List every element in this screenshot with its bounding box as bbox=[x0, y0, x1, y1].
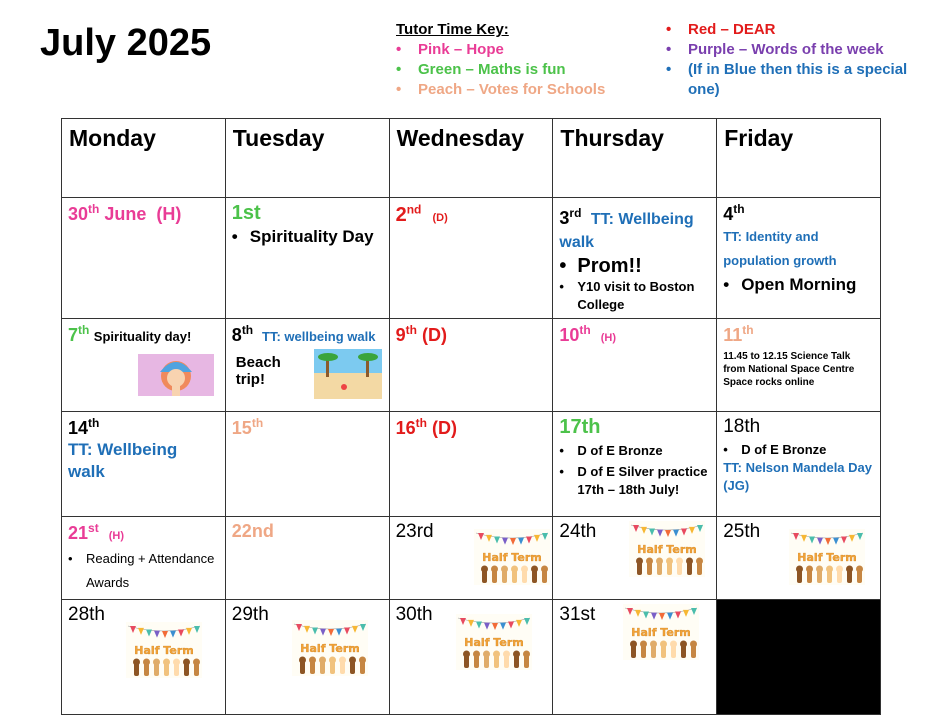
date-label: 15th bbox=[231, 416, 264, 438]
date-label: 9th (D) bbox=[395, 323, 447, 345]
date-label: 25th bbox=[723, 521, 761, 542]
half-term-label: Half Term bbox=[481, 551, 542, 564]
event-text: Spirituality day! bbox=[93, 329, 192, 344]
date-label: 22nd bbox=[231, 521, 274, 541]
day-cell bbox=[717, 319, 881, 412]
date-label: 14th bbox=[68, 416, 100, 438]
day-cell bbox=[717, 198, 881, 319]
date-label: 23rd bbox=[395, 521, 434, 542]
half-term-label: Half Term bbox=[631, 626, 692, 639]
key-item-green: • Green – Maths is fun bbox=[396, 61, 566, 78]
day-cell bbox=[553, 198, 717, 319]
tutor-time-note: TT: Wellbeing walk bbox=[68, 440, 178, 481]
date-label: 21st (H) bbox=[68, 521, 124, 543]
day-cell bbox=[553, 600, 717, 715]
tutor-time-note: TT: Nelson Mandela Day (JG) bbox=[723, 460, 872, 493]
date-label: 4th bbox=[723, 202, 745, 224]
date-label: 3rd bbox=[559, 206, 582, 228]
week-row bbox=[62, 319, 881, 412]
date-label: 28th bbox=[68, 604, 105, 625]
key-item-blue: • (If in Blue then this is a special one) bbox=[666, 61, 908, 98]
event-item: • D of E Silver practice 17th – 18th July! bbox=[559, 464, 708, 497]
weekday-monday: Monday bbox=[62, 119, 226, 198]
day-cell bbox=[62, 198, 226, 319]
half-term-label: Half Term bbox=[300, 642, 360, 655]
half-term-image bbox=[474, 529, 550, 585]
page-title: July 2025 bbox=[40, 22, 212, 64]
day-cell bbox=[389, 412, 553, 517]
beach-image bbox=[314, 349, 382, 399]
event-item: • Prom!! bbox=[559, 255, 642, 277]
day-cell bbox=[717, 412, 881, 517]
empty-day-cell bbox=[717, 600, 881, 715]
day-cell bbox=[62, 517, 226, 600]
day-cell bbox=[389, 319, 553, 412]
date-label: 2nd (D) bbox=[395, 202, 448, 226]
event-item: • D of E Bronze bbox=[559, 443, 663, 458]
event-item: • Y10 visit to Boston College bbox=[559, 279, 695, 312]
day-cell bbox=[225, 198, 389, 319]
date-label: 18th bbox=[723, 416, 761, 437]
date-label: 17th bbox=[559, 416, 601, 438]
day-cell bbox=[62, 412, 226, 517]
half-term-label: Half Term bbox=[463, 636, 524, 649]
weekday-header-row bbox=[62, 119, 881, 198]
day-cell bbox=[553, 517, 717, 600]
date-label: 24th bbox=[559, 521, 597, 542]
tutor-time-note: TT: wellbeing walk bbox=[262, 329, 376, 344]
key-item-pink: • Pink – Hope bbox=[396, 41, 504, 58]
weekday-thursday: Thursday bbox=[553, 119, 717, 198]
half-term-image bbox=[126, 622, 202, 678]
key-item-purple: • Purple – Words of the week bbox=[666, 41, 884, 58]
half-term-image bbox=[623, 604, 699, 660]
day-cell bbox=[389, 600, 553, 715]
date-label: 30th June (H) bbox=[68, 202, 182, 224]
event-item: • Open Morning bbox=[723, 275, 857, 294]
date-label: 11th bbox=[723, 323, 754, 345]
half-term-label: Half Term bbox=[134, 644, 194, 657]
key-title: Tutor Time Key: bbox=[396, 21, 509, 38]
key-item-peach: • Peach – Votes for Schools bbox=[396, 81, 606, 98]
weekday-tuesday: Tuesday bbox=[225, 119, 389, 198]
key-item-red: • Red – DEAR bbox=[666, 21, 776, 38]
tutor-time-note: TT: Identity and population growth bbox=[723, 229, 837, 268]
day-cell bbox=[225, 412, 389, 517]
event-item: • D of E Bronze bbox=[723, 442, 827, 457]
week-row bbox=[62, 517, 881, 600]
half-term-label: Half Term bbox=[797, 551, 857, 564]
week-row bbox=[62, 198, 881, 319]
day-cell bbox=[225, 517, 389, 600]
day-cell bbox=[553, 319, 717, 412]
half-term-image bbox=[292, 620, 368, 676]
date-label: 1st bbox=[231, 202, 261, 224]
tutor-time-note: TT: Wellbeing walk bbox=[559, 211, 694, 251]
day-cell bbox=[389, 198, 553, 319]
week-row bbox=[62, 600, 881, 715]
day-cell bbox=[225, 600, 389, 715]
half-term-image bbox=[789, 529, 865, 585]
day-cell bbox=[553, 412, 717, 517]
event-item: • Spirituality Day bbox=[231, 227, 374, 246]
event-item: • Reading + Attendance Awards bbox=[68, 551, 215, 590]
calendar-grid bbox=[61, 118, 881, 715]
date-label: 29th bbox=[231, 604, 269, 625]
day-cell bbox=[62, 600, 226, 715]
praying-child-image bbox=[138, 354, 214, 396]
event-text: Beach trip! bbox=[235, 354, 281, 388]
weekday-friday: Friday bbox=[717, 119, 881, 198]
day-cell bbox=[389, 517, 553, 600]
day-cell bbox=[717, 517, 881, 600]
tutor-time-key bbox=[396, 20, 605, 100]
half-term-label: Half Term bbox=[637, 543, 698, 556]
date-label: 30th bbox=[395, 604, 433, 625]
date-label: 10th (H) bbox=[559, 323, 617, 345]
day-cell bbox=[225, 319, 389, 412]
date-label: 31st bbox=[559, 604, 596, 625]
weekday-wednesday: Wednesday bbox=[389, 119, 553, 198]
tutor-time-key-extra bbox=[666, 20, 928, 100]
date-label: 16th (D) bbox=[395, 416, 457, 438]
event-text: 11.45 to 12.15 Science Talk from National Space Centre Space rocks online bbox=[723, 351, 855, 388]
date-label: 8th bbox=[231, 323, 254, 345]
day-cell bbox=[62, 319, 226, 412]
date-label: 7th bbox=[68, 323, 90, 345]
week-row bbox=[62, 412, 881, 517]
half-term-image bbox=[456, 614, 532, 670]
half-term-image bbox=[629, 521, 705, 577]
